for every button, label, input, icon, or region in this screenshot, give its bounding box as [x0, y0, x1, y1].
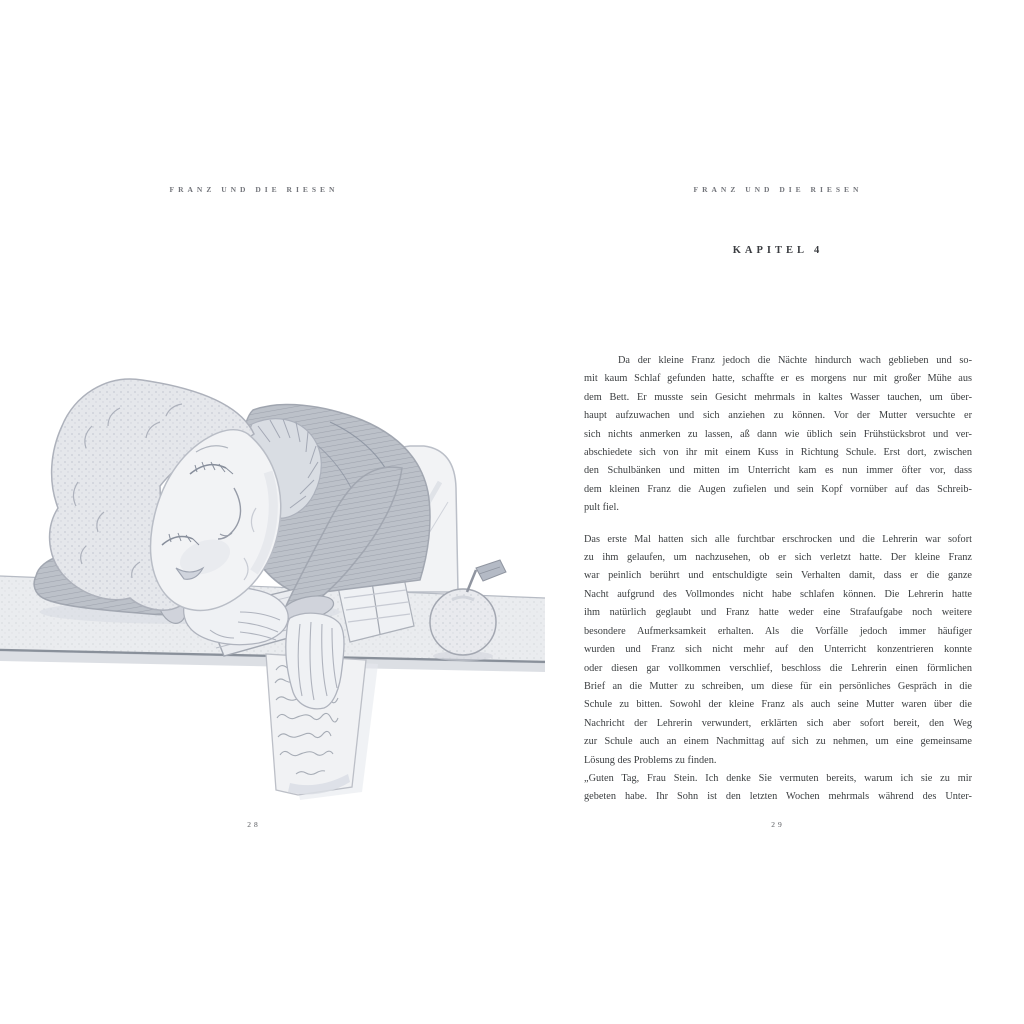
body-line: zur Schule auch an einem Nachmittag auf sich zu nehmen, um eine gemeinsame [584, 736, 972, 748]
body-line: gebeten habe. Ihr Sohn ist den letzten Wochen mehrmals während des Unter- [584, 791, 972, 803]
body-line: besondere Aufmerksamkeit erhalten. Als die Vorfälle jedoch immer häufiger [584, 625, 972, 637]
body-text [584, 352, 972, 807]
body-line: ihm natürlich geglaubt und Franz hatte weder eine Strafaufgabe noch weitere [584, 607, 972, 619]
body-line: pult fiel. [584, 502, 619, 514]
body-line: Brief an die Mutter zu schreiben, um diese für ein persönliches Gespräch in die [584, 680, 972, 692]
page-number-right: 29 [771, 820, 785, 829]
running-head-right: FRANZ UND DIE RIESEN [693, 185, 863, 194]
body-paragraph [584, 531, 972, 770]
body-line: dem kleinen Franz die Augen zufielen und sein Kopf vornüber auf das Schreib- [584, 483, 972, 495]
body-line: Nacht aufgrund des Vollmondes nicht habe schlafen können. Die Lehrerin hatte [584, 588, 972, 600]
body-line: Da der kleine Franz jedoch die Nächte hindurch wach geblieben und so- [618, 355, 972, 366]
body-line: abschiedete sich von ihr mit einem Kuss in Richtung Schule. Erst dort, zwischen [584, 447, 972, 459]
body-line: „Guten Tag, Frau Stein. Ich denke Sie vermuten bereits, warum ich sie zu mir [584, 772, 972, 784]
right-hand [286, 613, 344, 709]
body-line: dem Bett. Er musste sein Gesicht mehrmals in kaltes Wasser tauchen, um über- [584, 391, 972, 403]
body-line: Lösung des Problems zu finden. [584, 754, 717, 766]
body-line: Das erste Mal hatten sich alle furchtbar erschrocken und die Lehrerin war sofort [584, 533, 972, 545]
body-line: zu ihm gelaufen, um nachzusehen, ob er sich verletzt hatte. Der kleine Franz [584, 552, 972, 564]
page-number-left: 28 [247, 820, 261, 829]
body-line: sich nichts anmerken zu lassen, aß dann wie üblich sein Frühstücksbrot und ver- [584, 428, 972, 440]
body-paragraph [584, 770, 972, 807]
running-head-left: FRANZ UND DIE RIESEN [169, 185, 339, 194]
body-line: Nachricht der Lehrerin verwundert, erklärten sich aber sofort bereit, den Weg [584, 717, 972, 729]
body-line: war peinlich berührt und entschuldigte sein Verhalten damit, dass er die ganze [584, 570, 972, 582]
body-line: haupt aufzuwachen und sich anziehen zu können. Vor der Mutter versuchte er [584, 410, 972, 422]
sleeping-boy-illustration [0, 362, 545, 812]
body-line: den Schulbänken und mitten im Unterricht kam es nun immer öfter vor, dass [584, 465, 972, 477]
body-line: Schule zu bitten. Sowohl der kleine Franz als auch seine Mutter waren über die [584, 699, 972, 711]
body-paragraph [584, 352, 972, 518]
chapter-heading: KAPITEL 4 [732, 245, 824, 256]
body-line: oder diesen gar vollkommen verschlief, beschloss die Lehrerin einen förmlichen [584, 662, 972, 674]
body-line: wurden und Franz sich nicht mehr auf den Unterricht konzentrieren konnte [584, 644, 972, 656]
body-line: mit kaum Schlaf gefunden hatte, schaffte er es morgens nur mit großer Mühe aus [584, 373, 972, 385]
